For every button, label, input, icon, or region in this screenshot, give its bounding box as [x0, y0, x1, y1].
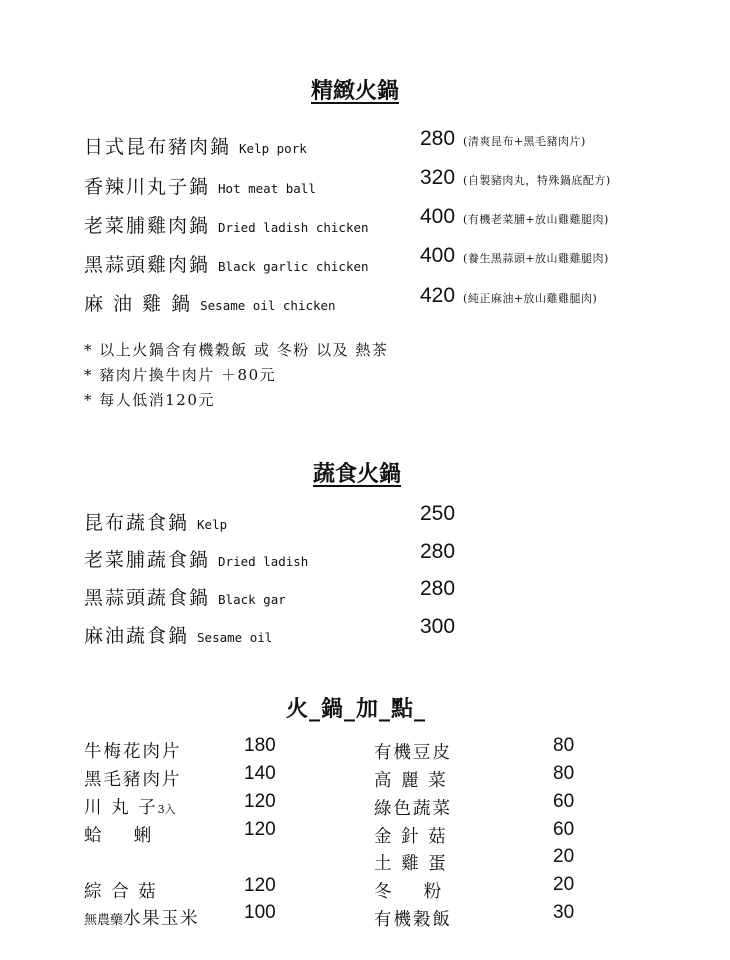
addon-price: 120 — [244, 875, 276, 896]
addon-name: 高 麗 菜 — [374, 771, 448, 791]
item-price: 280 — [420, 540, 456, 563]
menu-rule: * 以上火鍋含有機穀飯 或 冬粉 以及 熱茶 — [84, 341, 389, 359]
item-name-en: Dried ladish chicken — [218, 220, 369, 235]
item-note: (有機老菜脯+放山雞雞腿肉) — [463, 213, 609, 226]
item-price: 250 — [420, 502, 456, 525]
addon-price: 120 — [244, 819, 276, 840]
item-name-zh: 日式昆布豬肉鍋 — [84, 136, 232, 158]
addon-name-main: 川 丸 子 — [84, 798, 158, 818]
addon-price: 60 — [553, 791, 575, 812]
addon-price: 140 — [244, 763, 276, 784]
item-price: 400 — [420, 205, 456, 228]
item-name-zh: 麻油蔬食鍋 — [84, 625, 190, 647]
menu-rule: * 每人低消120元 — [84, 391, 215, 409]
addon-name: 綜 合 菇 — [84, 882, 158, 902]
menu-item-price-row — [420, 127, 586, 151]
addon-name: 土 雞 蛋 — [374, 854, 448, 874]
menu-item-name — [84, 545, 308, 572]
item-price: 280 — [420, 577, 456, 600]
item-note: (自製豬肉丸，特殊鍋底配方) — [463, 174, 611, 187]
item-name-zh: 麻 油 雞 鍋 — [84, 293, 193, 315]
addon-price: 60 — [553, 819, 575, 840]
addon-price: 80 — [553, 735, 575, 756]
addon-name-prefix: 無農藥 — [84, 913, 124, 928]
item-name-en: Black garlic chicken — [218, 259, 369, 274]
addon-name: 有機穀飯 — [374, 910, 452, 930]
menu-item-name — [84, 289, 336, 316]
addon-name: 蛤 蜊 — [84, 826, 154, 846]
menu-item-name — [84, 211, 369, 238]
addon-name — [84, 794, 176, 819]
menu-item-name — [84, 583, 286, 610]
addon-price: 180 — [244, 735, 276, 756]
addon-name: 金 針 菇 — [374, 827, 448, 847]
item-name-en: Hot meat ball — [218, 181, 316, 196]
menu-item-price-row — [420, 205, 609, 229]
addon-name-main: 水果玉米 — [123, 909, 200, 929]
menu-item-name — [84, 132, 307, 159]
menu-item-price-row — [420, 166, 611, 190]
item-name-zh: 老菜脯蔬食鍋 — [84, 549, 211, 571]
item-note: (純正麻油+放山雞雞腿肉) — [463, 292, 598, 305]
item-note: (養生黑蒜頭+放山雞雞腿肉) — [463, 252, 609, 265]
item-name-zh: 香辣川丸子鍋 — [84, 176, 211, 198]
addon-price: 30 — [553, 902, 575, 923]
menu-item-name — [84, 172, 316, 199]
addon-price: 120 — [244, 791, 276, 812]
menu-item-name — [84, 621, 272, 648]
item-price: 320 — [420, 166, 456, 189]
addon-name — [84, 905, 199, 930]
addon-name-suffix: 3入 — [157, 803, 176, 816]
addons-title: 火_鍋_加_點_ — [286, 697, 427, 722]
item-name-zh: 昆布蔬食鍋 — [84, 512, 190, 534]
addon-price: 100 — [244, 902, 276, 923]
menu-rule: * 豬肉片換牛肉片 ＋80元 — [84, 366, 277, 384]
menu-item-name — [84, 250, 369, 277]
menu-item-price-row — [420, 284, 597, 308]
item-name-en: Sesame oil chicken — [200, 298, 336, 313]
item-price: 280 — [420, 127, 456, 150]
addon-name: 綠色蔬菜 — [374, 799, 452, 819]
addon-name: 冬 粉 — [374, 882, 444, 902]
addon-name: 牛梅花肉片 — [84, 742, 182, 762]
addon-price: 80 — [553, 763, 575, 784]
item-name-en: Kelp pork — [239, 141, 307, 156]
item-name-zh: 黑蒜頭雞肉鍋 — [84, 254, 211, 276]
item-price: 400 — [420, 244, 456, 267]
addon-price: 20 — [553, 846, 575, 867]
addon-name: 黑毛豬肉片 — [84, 770, 182, 790]
fine-hotpot-title: 精緻火鍋 — [311, 79, 400, 104]
menu-item-name — [84, 508, 227, 535]
addon-name: 有機豆皮 — [374, 743, 452, 763]
item-name-zh: 黑蒜頭蔬食鍋 — [84, 587, 211, 609]
item-name-en: Kelp — [197, 517, 228, 532]
item-name-zh: 老菜脯雞肉鍋 — [84, 215, 211, 237]
item-name-en: Black gar — [218, 592, 286, 607]
item-price: 300 — [420, 615, 456, 638]
item-note: (清爽昆布+黑毛豬肉片) — [463, 135, 586, 148]
item-name-en: Sesame oil — [197, 630, 273, 645]
item-price: 420 — [420, 284, 456, 307]
addon-price: 20 — [553, 874, 575, 895]
veg-hotpot-title: 蔬食火鍋 — [313, 462, 402, 487]
item-name-en: Dried ladish — [218, 554, 309, 569]
menu-item-price-row — [420, 244, 609, 268]
